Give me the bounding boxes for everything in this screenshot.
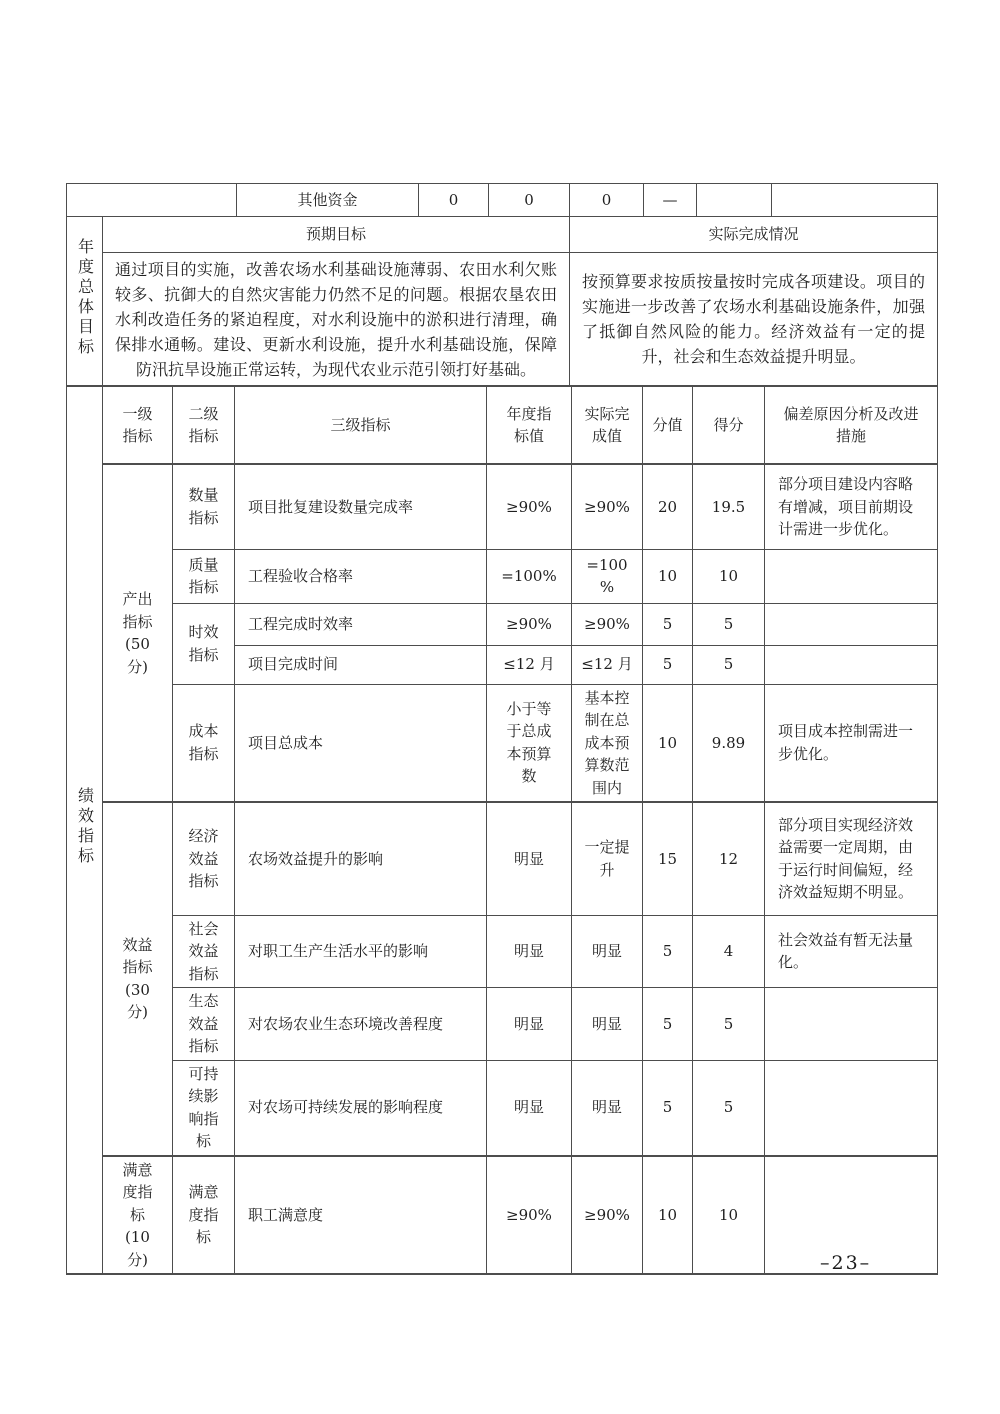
blank-cell <box>772 184 938 217</box>
funding-and-goal-table <box>66 183 938 386</box>
actual-completion-header: 实际完成情况 <box>570 217 938 253</box>
annual-target-cell: 明显 <box>487 802 572 915</box>
deviation-cell <box>765 549 938 603</box>
actual-value-cell: 明显 <box>572 988 643 1061</box>
actual-value-cell: =100% <box>572 549 643 603</box>
annual-target-cell: ≥90% <box>487 603 572 645</box>
actual-value-cell: 基本控制在总成本预算数范围内 <box>572 684 643 802</box>
indicator-row-quantity <box>67 464 938 549</box>
annual-target-cell: ≥90% <box>487 464 572 549</box>
col-header-level1: 一级指标 <box>103 386 173 464</box>
deviation-cell: 社会效益有暂无法量化。 <box>765 915 938 988</box>
col-header-level2: 二级指标 <box>173 386 235 464</box>
indicator-row-ecological <box>67 988 938 1061</box>
level2-cell: 生态效益指标 <box>173 988 235 1061</box>
annual-goal-side-label-text: 年度总体目标 <box>75 237 95 358</box>
annual-target-cell: 明显 <box>487 915 572 988</box>
indicator-row-social <box>67 915 938 988</box>
funding-value-dash: — <box>644 184 697 217</box>
annual-target-cell: =100% <box>487 549 572 603</box>
points-cell: 5 <box>643 603 693 645</box>
annual-target-cell: ≥90% <box>487 1156 572 1275</box>
funding-value-0: 0 <box>419 184 489 217</box>
annual-target-cell: ≤12 月 <box>487 645 572 684</box>
level2-cell: 数量指标 <box>173 464 235 549</box>
actual-value-cell: ≥90% <box>572 1156 643 1275</box>
col-header-score: 得分 <box>693 386 765 464</box>
expected-goal-text: 通过项目的实施，改善农场水利基础设施薄弱、农田水利欠账较多、抗御大的自然灾害能力仍然不足的问题。根据农垦农田水利改造任务的紧迫程度，对水利设施中的淤积进行清理，确保排水通畅。建设、更新水利设施，提升水利基础设施，保障防汛抗旱设施正常运转，为现代农业示范引领打好基础。 <box>103 253 570 386</box>
level3-cell: 工程验收合格率 <box>235 549 487 603</box>
points-cell: 10 <box>643 684 693 802</box>
level2-cell: 时效指标 <box>173 603 235 684</box>
level3-cell: 对职工生产生活水平的影响 <box>235 915 487 988</box>
indicator-row-satisfaction <box>67 1156 938 1275</box>
points-cell: 5 <box>643 1060 693 1156</box>
level1-satisfaction-indicators: 满意度指标(10分) <box>103 1156 173 1275</box>
col-header-deviation: 偏差原因分析及改进措施 <box>765 386 938 464</box>
points-cell: 20 <box>643 464 693 549</box>
indicator-header-row <box>67 386 938 464</box>
score-cell: 5 <box>693 1060 765 1156</box>
level1-benefit-indicators: 效益指标(30分) <box>103 802 173 1156</box>
points-cell: 5 <box>643 988 693 1061</box>
actual-completion-text: 按预算要求按质按量按时完成各项建设。项目的实施进一步改善了农场水利基础设施条件，加强了抵御自然风险的能力。经济效益有一定的提升，社会和生态效益提升明显。 <box>570 253 938 386</box>
points-cell: 15 <box>643 802 693 915</box>
level3-cell: 对农场可持续发展的影响程度 <box>235 1060 487 1156</box>
funding-row <box>67 184 938 217</box>
level2-cell: 可持续影响指标 <box>173 1060 235 1156</box>
col-header-points: 分值 <box>643 386 693 464</box>
performance-side-label <box>67 386 103 1274</box>
score-cell: 9.89 <box>693 684 765 802</box>
deviation-cell <box>765 1060 938 1156</box>
page-number: –23– <box>820 1252 872 1274</box>
funding-value-2: 0 <box>570 184 644 217</box>
deviation-cell: 部分项目建设内容略有增减，项目前期设计需进一步优化。 <box>765 464 938 549</box>
goal-text-row <box>67 253 938 386</box>
indicator-table <box>66 385 938 1275</box>
level2-cell: 质量指标 <box>173 549 235 603</box>
score-cell: 5 <box>693 988 765 1061</box>
level3-cell: 项目总成本 <box>235 684 487 802</box>
actual-value-cell: ≥90% <box>572 603 643 645</box>
score-cell: 10 <box>693 1156 765 1275</box>
score-cell: 4 <box>693 915 765 988</box>
deviation-cell: 部分项目实现经济效益需要一定周期，由于运行时间偏短，经济效益短期不明显。 <box>765 802 938 915</box>
score-cell: 5 <box>693 603 765 645</box>
annual-goal-side-label <box>67 217 103 386</box>
level3-cell: 对农场农业生态环境改善程度 <box>235 988 487 1061</box>
col-header-annual-target: 年度指标值 <box>487 386 572 464</box>
level1-output-indicators: 产出指标(50分) <box>103 464 173 802</box>
points-cell: 10 <box>643 549 693 603</box>
score-cell: 12 <box>693 802 765 915</box>
level2-cell: 满意度指标 <box>173 1156 235 1275</box>
indicator-row-sustainable <box>67 1060 938 1156</box>
actual-value-cell: 明显 <box>572 915 643 988</box>
level2-cell: 社会效益指标 <box>173 915 235 988</box>
level2-cell: 经济效益指标 <box>173 802 235 915</box>
indicator-row-economic <box>67 802 938 915</box>
indicator-row-cost <box>67 684 938 802</box>
actual-value-cell: ≤12 月 <box>572 645 643 684</box>
indicator-row-quality <box>67 549 938 603</box>
annual-target-cell: 小于等于总成本预算数 <box>487 684 572 802</box>
level3-cell: 项目批复建设数量完成率 <box>235 464 487 549</box>
actual-value-cell: 一定提升 <box>572 802 643 915</box>
deviation-cell: 项目成本控制需进一步优化。 <box>765 684 938 802</box>
annual-target-cell: 明显 <box>487 1060 572 1156</box>
goal-header-row <box>67 217 938 253</box>
performance-side-label-text: 绩效指标 <box>75 786 95 867</box>
deviation-cell <box>765 988 938 1061</box>
expected-goal-header: 预期目标 <box>103 217 570 253</box>
score-cell: 19.5 <box>693 464 765 549</box>
points-cell: 10 <box>643 1156 693 1275</box>
deviation-cell <box>765 603 938 645</box>
points-cell: 5 <box>643 645 693 684</box>
score-cell: 10 <box>693 549 765 603</box>
level3-cell: 职工满意度 <box>235 1156 487 1275</box>
col-header-actual: 实际完成值 <box>572 386 643 464</box>
actual-value-cell: ≥90% <box>572 464 643 549</box>
annual-target-cell: 明显 <box>487 988 572 1061</box>
funding-value-1: 0 <box>489 184 570 217</box>
col-header-level3: 三级指标 <box>235 386 487 464</box>
level3-cell: 农场效益提升的影响 <box>235 802 487 915</box>
level2-cell: 成本指标 <box>173 684 235 802</box>
points-cell: 5 <box>643 915 693 988</box>
blank-cell <box>697 184 772 217</box>
score-cell: 5 <box>693 645 765 684</box>
actual-value-cell: 明显 <box>572 1060 643 1156</box>
funding-label: 其他资金 <box>237 184 419 217</box>
indicator-row-timeliness-1 <box>67 603 938 645</box>
blank-cell <box>67 184 237 217</box>
level3-cell: 项目完成时间 <box>235 645 487 684</box>
level3-cell: 工程完成时效率 <box>235 603 487 645</box>
deviation-cell <box>765 645 938 684</box>
